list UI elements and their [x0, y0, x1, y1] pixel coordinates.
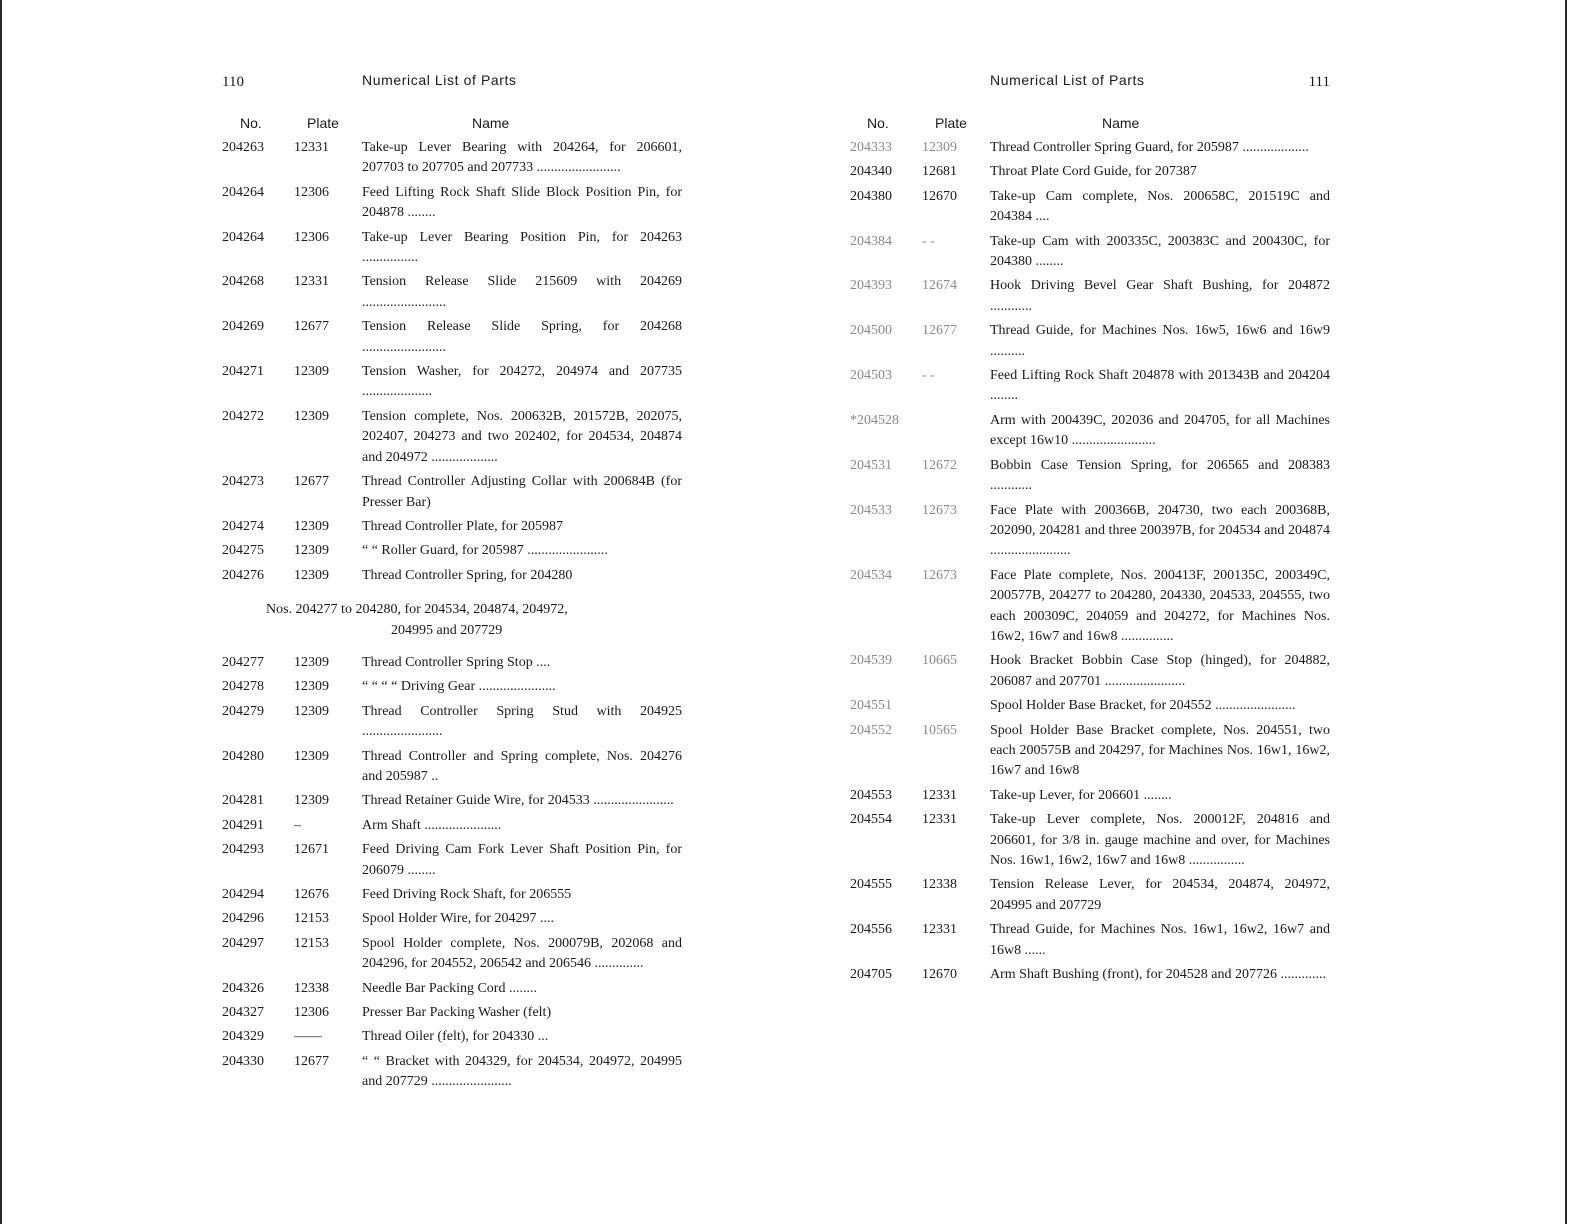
part-name: Thread Retainer Guide Wire, for 204533 ....................... [362, 793, 674, 809]
part-number: 204281 [222, 793, 264, 809]
part-name: Take-up Lever Bearing with 204264, for 206601, 207703 to 207705 and 207733 ........................ [362, 140, 682, 176]
part-entry [222, 317, 682, 358]
plate-number: 12677 [294, 1053, 329, 1069]
part-entry [222, 1027, 682, 1047]
part-entry [222, 228, 682, 269]
part-entry [222, 702, 682, 743]
plate-number: 12670 [922, 188, 957, 204]
part-number: 204705 [850, 967, 892, 983]
part-name: Thread Controller Spring Stud with 204925 ....................... [362, 703, 682, 740]
plate-number: 12681 [922, 164, 957, 180]
part-name: Tension Release Slide 215609 with 204269 ........................ [362, 274, 682, 310]
part-entry [222, 677, 682, 697]
plate-number: 12306 [294, 229, 329, 245]
part-number: 204277 [222, 654, 264, 670]
part-entry [222, 566, 682, 586]
part-number: 204326 [222, 980, 264, 996]
part-entry [222, 1052, 682, 1093]
part-entry [850, 810, 1330, 871]
plate-number: 12153 [294, 911, 329, 927]
part-entry [850, 920, 1330, 961]
part-name: Take-up Cam complete, Nos. 200658C, 201519C and 204384 .... [990, 188, 1330, 225]
part-number: 204533 [850, 502, 892, 518]
part-entry [222, 272, 682, 313]
part-number: 204271 [222, 364, 264, 380]
part-entry [850, 786, 1330, 806]
part-name: “ “ “ “ Driving Gear ...................... [362, 679, 556, 695]
plate-number: - - [922, 233, 935, 249]
part-entry [850, 501, 1330, 562]
part-name: Take-up Lever complete, Nos. 200012F, 204816 and 206601, for 3/8 in. gauge machine and over, for Machines Nos. 16w1, 16w2, 16w7 and 16w8 ................ [990, 812, 1330, 868]
part-number: 204503 [850, 368, 892, 384]
part-name: Tension Washer, for 204272, 204974 and 207735 .................... [362, 364, 682, 400]
part-number: 204279 [222, 703, 264, 719]
part-entry [222, 138, 682, 179]
part-name: Take-up Lever, for 206601 ........ [990, 787, 1172, 803]
plate-number: 12673 [922, 502, 957, 518]
left-column-headers [222, 115, 682, 135]
part-name: Thread Controller Plate, for 205987 [362, 518, 564, 534]
part-number: 204272 [222, 408, 264, 424]
part-entry [222, 816, 682, 836]
left-parts-list [222, 138, 682, 1097]
part-name: Tension Release Lever, for 204534, 204874, 204972, 204995 and 207729 [990, 877, 1330, 913]
part-number: 204330 [222, 1053, 264, 1069]
plate-number: 12677 [294, 319, 329, 335]
plate-number: 12672 [922, 457, 957, 473]
part-name: Presser Bar Packing Washer (felt) [362, 1005, 552, 1021]
part-number: 204296 [222, 911, 264, 927]
part-entry [222, 979, 682, 999]
part-name: Thread Controller and Spring complete, Nos. 204276 and 205987 .. [362, 748, 682, 784]
part-entry [222, 517, 682, 537]
part-entry [222, 407, 682, 468]
plate-number: —— [294, 1029, 322, 1045]
plate-number: 12673 [922, 567, 957, 583]
right-running-title: Numerical List of Parts [990, 72, 1145, 88]
part-entry [222, 840, 682, 881]
plate-number: 12306 [294, 1005, 329, 1021]
part-entry [850, 651, 1330, 692]
plate-number: 12153 [294, 935, 329, 951]
part-entry [222, 885, 682, 905]
part-number: 204264 [222, 229, 264, 245]
plate-number: 12677 [294, 474, 329, 490]
part-name: “ “ Roller Guard, for 205987 ....................... [362, 543, 608, 559]
part-number: 204393 [850, 278, 892, 294]
part-number: 204275 [222, 543, 264, 559]
part-entry [222, 362, 682, 403]
part-number: 204500 [850, 323, 892, 339]
range-note [222, 590, 682, 653]
part-number: 204539 [850, 653, 892, 669]
range-note-line1: Nos. 204277 to 204280, for 204534, 204874, 204972, [266, 602, 568, 618]
part-name: Needle Bar Packing Cord ........ [362, 980, 537, 996]
part-name: Arm with 200439C, 202036 and 204705, for all Machines except 16w10 ........................ [990, 412, 1330, 449]
plate-number: 12306 [294, 184, 329, 200]
header-plate: Plate [307, 115, 339, 131]
part-entry [222, 472, 682, 513]
part-number: 204268 [222, 274, 264, 290]
part-name: Tension complete, Nos. 200632B, 201572B, 202075, 202407, 204273 and two 202402, for 204534, 204874 and 204972 ................... [362, 408, 682, 465]
header-name: Name [472, 115, 510, 131]
part-number: 204327 [222, 1005, 264, 1021]
part-number: *204528 [850, 412, 899, 428]
part-name: Thread Guide, for Machines Nos. 16w5, 16w6 and 16w9 .......... [990, 323, 1330, 359]
part-name: Feed Lifting Rock Shaft Slide Block Position Pin, for 204878 ........ [362, 184, 682, 221]
header-name: Name [1102, 115, 1140, 131]
part-number: 204329 [222, 1029, 264, 1045]
range-note-line2: 204995 and 207729 [391, 622, 503, 638]
part-name: Thread Guide, for Machines Nos. 16w1, 16w2, 16w7 and 16w8 ...... [990, 922, 1330, 958]
part-entry [222, 934, 682, 975]
header-plate: Plate [935, 115, 967, 131]
plate-number: 12331 [922, 787, 957, 803]
plate-number: 12674 [922, 278, 957, 294]
part-name: Hook Driving Bevel Gear Shaft Bushing, for 204872 ............ [990, 278, 1330, 314]
part-number: 204280 [222, 748, 264, 764]
part-number: 204333 [850, 140, 892, 155]
plate-number: 12670 [922, 967, 957, 983]
plate-number: 12331 [294, 140, 329, 155]
part-name: Spool Holder Wire, for 204297 .... [362, 911, 555, 927]
plate-number: 12338 [294, 980, 329, 996]
part-number: 204556 [850, 922, 892, 938]
part-number: 204274 [222, 518, 264, 534]
binding-edge-left [0, 0, 2, 1224]
plate-number: 10565 [922, 722, 957, 738]
left-running-title: Numerical List of Parts [362, 72, 517, 88]
plate-number: 12677 [922, 323, 957, 339]
plate-number: 12331 [294, 274, 329, 290]
part-entry [850, 138, 1330, 158]
plate-number: 12309 [294, 408, 329, 424]
part-number: 204263 [222, 140, 264, 155]
part-entry [850, 232, 1330, 273]
plate-number: – [294, 817, 301, 833]
plate-number: - - [922, 368, 935, 384]
part-name: Feed Driving Rock Shaft, for 206555 [362, 887, 572, 902]
header-no: No. [240, 115, 262, 131]
part-number: 204293 [222, 842, 264, 858]
part-number: 204531 [850, 457, 892, 473]
plate-number: 12309 [294, 654, 329, 670]
part-entry [222, 653, 682, 673]
part-name: Take-up Cam with 200335C, 200383C and 200430C, for 204380 ........ [990, 233, 1330, 270]
part-number: 204340 [850, 164, 892, 180]
part-name: Spool Holder Base Bracket complete, Nos. 204551, two each 200575B and 204297, for Machines Nos. 16w1, 16w2, 16w7 and 16w8 [990, 722, 1330, 779]
part-entry [222, 791, 682, 811]
part-entry [222, 541, 682, 561]
part-name: Thread Controller Spring Stop .... [362, 654, 551, 670]
part-number: 204384 [850, 233, 892, 249]
part-entry [850, 965, 1330, 985]
part-name: Spool Holder Base Bracket, for 204552 ....................... [990, 698, 1296, 714]
plate-number: 12671 [294, 842, 329, 858]
part-number: 204553 [850, 787, 892, 803]
part-number: 204297 [222, 935, 264, 951]
part-entry [850, 566, 1330, 648]
plate-number: 12309 [294, 518, 329, 534]
part-name: Thread Controller Spring, for 204280 [362, 567, 573, 583]
part-name: Feed Driving Cam Fork Lever Shaft Position Pin, for 206079 ........ [362, 842, 682, 878]
part-number: 204380 [850, 188, 892, 204]
part-name: Arm Shaft Bushing (front), for 204528 and 207726 ............. [990, 967, 1326, 983]
plate-number: 12331 [922, 812, 957, 828]
part-entry [850, 456, 1330, 497]
part-name: Hook Bracket Bobbin Case Stop (hinged), for 204882, 206087 and 207701 ....................... [990, 653, 1330, 689]
part-name: Spool Holder complete, Nos. 200079B, 202068 and 204296, for 204552, 206542 and 206546 .............. [362, 935, 682, 972]
part-number: 204278 [222, 679, 264, 695]
right-column-headers [850, 115, 1330, 135]
part-number: 204552 [850, 722, 892, 738]
part-entry [222, 183, 682, 224]
binding-edge-right [1565, 0, 1567, 1224]
part-number: 204534 [850, 567, 892, 583]
plate-number: 12309 [294, 567, 329, 583]
plate-number: 12338 [922, 877, 957, 893]
part-number: 204273 [222, 474, 264, 490]
part-number: 204291 [222, 817, 264, 833]
part-entry [850, 696, 1330, 716]
part-name: Tension Release Slide Spring, for 204268 ........................ [362, 319, 682, 355]
part-entry [850, 411, 1330, 452]
right-running-head [850, 72, 1330, 94]
part-entry [850, 187, 1330, 228]
plate-number: 12309 [294, 793, 329, 809]
part-entry [850, 721, 1330, 782]
part-entry [850, 162, 1330, 182]
part-name: Face Plate complete, Nos. 200413F, 200135C, 200349C, 200577B, 204277 to 204280, 204330, 204533, 204555, two each 200309C, 204059 and 204272, for Machines Nos. 16w2, 16w7 and 16w8 ............... [990, 567, 1330, 644]
part-number: 204264 [222, 184, 264, 200]
part-entry [850, 321, 1330, 362]
part-entry [850, 366, 1330, 407]
part-name: Thread Controller Adjusting Collar with 200684B (for Presser Bar) [362, 474, 682, 510]
plate-number: 12309 [294, 679, 329, 695]
header-no: No. [867, 115, 889, 131]
plate-number: 12309 [294, 748, 329, 764]
part-number: 204555 [850, 877, 892, 893]
part-name: Take-up Lever Bearing Position Pin, for 204263 ................ [362, 229, 682, 266]
plate-number: 10665 [922, 653, 957, 669]
part-entry [850, 276, 1330, 317]
right-parts-list [850, 138, 1330, 989]
part-name: Thread Oiler (felt), for 204330 ... [362, 1029, 549, 1045]
plate-number: 12309 [294, 703, 329, 719]
part-name: “ “ Bracket with 204329, for 204534, 204972, 204995 and 207729 ....................... [362, 1053, 682, 1090]
plate-number: 12309 [294, 543, 329, 559]
part-number: 204551 [850, 698, 892, 714]
left-page-number: 110 [222, 74, 244, 90]
part-entry [222, 1003, 682, 1023]
part-number: 204294 [222, 887, 264, 902]
part-entry [222, 747, 682, 788]
part-name: Feed Lifting Rock Shaft 204878 with 201343B and 204204 ........ [990, 368, 1330, 404]
part-entry [222, 909, 682, 929]
left-running-head [222, 72, 682, 94]
right-page-number: 111 [1308, 74, 1330, 90]
part-number: 204276 [222, 567, 264, 583]
part-name: Throat Plate Cord Guide, for 207387 [990, 164, 1197, 180]
part-name: Arm Shaft ...................... [362, 817, 502, 833]
part-entry [850, 875, 1330, 916]
part-name: Face Plate with 200366B, 204730, two each 200368B, 202090, 204281 and three 200397B, for 204534 and 204874 ....................... [990, 502, 1330, 559]
plate-number: 12309 [922, 140, 957, 155]
part-name: Thread Controller Spring Guard, for 205987 ................... [990, 140, 1309, 155]
part-name: Bobbin Case Tension Spring, for 206565 and 208383 ............ [990, 457, 1330, 494]
plate-number: 12331 [922, 922, 957, 938]
plate-number: 12676 [294, 887, 329, 902]
part-number: 204554 [850, 812, 892, 828]
part-number: 204269 [222, 319, 264, 335]
plate-number: 12309 [294, 364, 329, 380]
